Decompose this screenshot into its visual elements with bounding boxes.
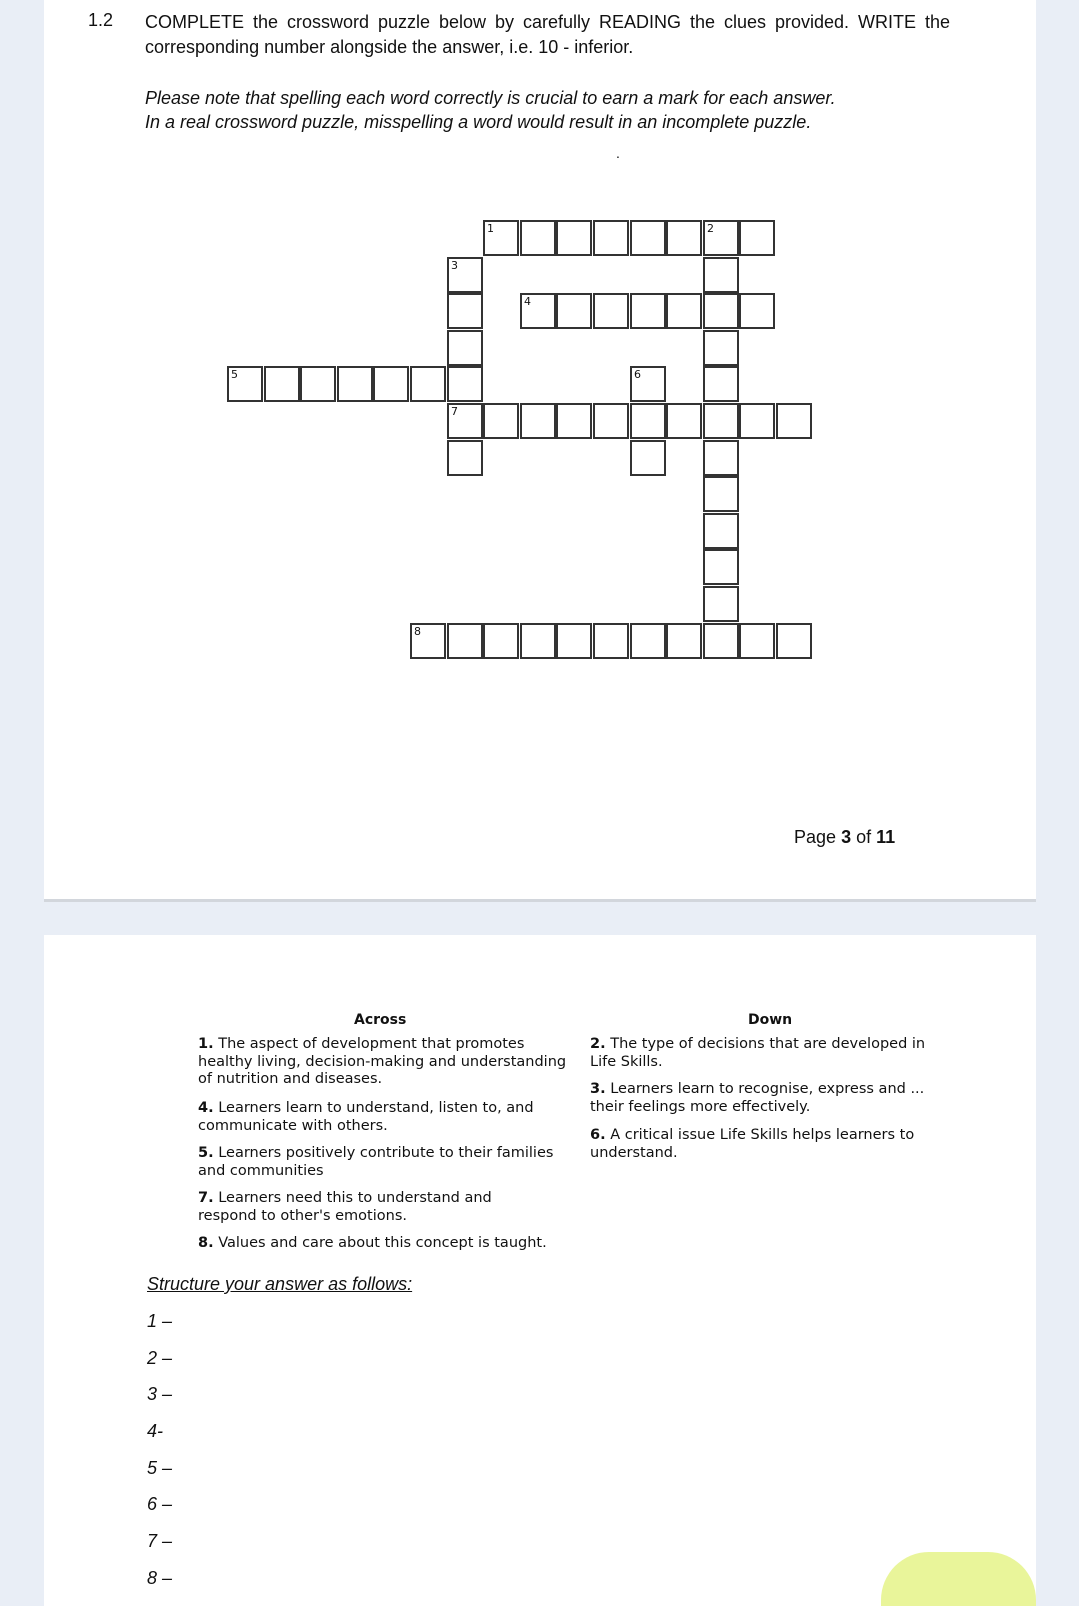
clue-across-7 [198, 1190, 528, 1225]
crossword-cell[interactable] [666, 220, 702, 256]
crossword-cell[interactable] [630, 403, 666, 439]
clue-across-8 [198, 1235, 568, 1253]
spelling-note-line-1: Please note that spelling each word correctly is crucial to earn a mark for each answer. [145, 88, 836, 108]
crossword-cell[interactable] [630, 366, 666, 402]
crossword-cell[interactable] [556, 220, 592, 256]
worksheet-page-3 [44, 0, 1036, 900]
crossword-cell[interactable] [630, 220, 666, 256]
crossword-cell[interactable] [556, 623, 592, 659]
crossword-cell[interactable] [593, 220, 629, 256]
crossword-cell[interactable] [447, 330, 483, 366]
crossword-cell[interactable] [483, 403, 519, 439]
cell-number: 7 [451, 405, 458, 418]
crossword-cell[interactable] [776, 403, 812, 439]
crossword-cell[interactable] [630, 293, 666, 329]
clue-text: Values and care about this concept is taught. [218, 1235, 547, 1251]
crossword-cell[interactable] [666, 403, 702, 439]
crossword-cell[interactable] [703, 330, 739, 366]
crossword-cell[interactable] [447, 440, 483, 476]
current-page: 3 [841, 827, 852, 847]
down-heading: Down [748, 1012, 793, 1028]
clue-text: Learners learn to recognise, express and ... their feelings more effectively. [590, 1081, 925, 1115]
crossword-cell[interactable] [703, 403, 739, 439]
answer-line-8: 8 – [147, 1568, 173, 1588]
answer-line-2: 2 – [147, 1348, 173, 1368]
answer-line-5: 5 – [147, 1458, 173, 1478]
crossword-cell[interactable] [520, 220, 556, 256]
page-word: Page [794, 827, 837, 847]
crossword-cell[interactable] [410, 366, 446, 402]
crossword-cell[interactable] [556, 403, 592, 439]
clue-down-3 [590, 1081, 950, 1116]
crossword-cell[interactable] [703, 440, 739, 476]
crossword-cell[interactable] [703, 586, 739, 622]
clue-across-5 [198, 1145, 568, 1180]
crossword-cell[interactable] [593, 293, 629, 329]
crossword-cell[interactable] [776, 623, 812, 659]
crossword-cell[interactable] [520, 293, 556, 329]
clue-number: 8. [198, 1235, 214, 1251]
crossword-cell[interactable] [447, 623, 483, 659]
crossword-cell[interactable] [373, 366, 409, 402]
spelling-note-line-2: In a real crossword puzzle, misspelling a word would result in an incomplete puzzle. [145, 112, 812, 132]
clue-number: 4. [198, 1100, 214, 1116]
crossword-cell[interactable] [447, 403, 483, 439]
clue-text: Learners positively contribute to their families and communities [198, 1145, 554, 1179]
crossword-cell[interactable] [593, 403, 629, 439]
across-heading: Across [354, 1012, 407, 1028]
crossword-cell[interactable] [520, 623, 556, 659]
cell-number: 4 [524, 295, 531, 308]
crossword-cell[interactable] [410, 623, 446, 659]
crossword-cell[interactable] [703, 476, 739, 512]
crossword-cell[interactable] [703, 623, 739, 659]
crossword-cell[interactable] [703, 549, 739, 585]
total-pages: 11 [876, 827, 896, 847]
clue-across-1 [198, 1036, 568, 1089]
cell-number: 2 [707, 222, 714, 235]
answer-line-3: 3 – [147, 1384, 173, 1404]
clue-down-2 [590, 1036, 950, 1071]
clue-text: Learners need this to understand and respond to other's emotions. [198, 1190, 492, 1224]
clue-text: Learners learn to understand, listen to, and communicate with others. [198, 1100, 534, 1134]
crossword-cell[interactable] [703, 366, 739, 402]
crossword-cell[interactable] [703, 513, 739, 549]
crossword-cell[interactable] [337, 366, 373, 402]
cell-number: 5 [231, 368, 238, 381]
clue-number: 3. [590, 1081, 606, 1097]
crossword-cell[interactable] [520, 403, 556, 439]
cell-number: 8 [414, 625, 421, 638]
cell-number: 6 [634, 368, 641, 381]
crossword-cell[interactable] [483, 623, 519, 659]
crossword-cell[interactable] [739, 403, 775, 439]
clue-number: 1. [198, 1036, 214, 1052]
crossword-cell[interactable] [739, 623, 775, 659]
crossword-cell[interactable] [593, 623, 629, 659]
crossword-cell[interactable] [703, 220, 739, 256]
clue-number: 5. [198, 1145, 214, 1161]
crossword-cell[interactable] [447, 293, 483, 329]
answer-line-4: 4- [147, 1421, 164, 1441]
page-footer [794, 827, 895, 848]
crossword-cell[interactable] [666, 623, 702, 659]
crossword-cell[interactable] [630, 623, 666, 659]
crossword-cell[interactable] [630, 440, 666, 476]
spelling-note [145, 86, 950, 134]
clue-down-6 [590, 1127, 950, 1162]
stray-dot: . [616, 145, 620, 161]
crossword-cell[interactable] [300, 366, 336, 402]
crossword-cell[interactable] [666, 293, 702, 329]
crossword-cell[interactable] [447, 257, 483, 293]
crossword-cell[interactable] [739, 220, 775, 256]
clue-number: 2. [590, 1036, 606, 1052]
clue-text: The aspect of development that promotes healthy living, decision-making and understanding of nutrition and diseases. [198, 1036, 567, 1087]
clue-number: 7. [198, 1190, 214, 1206]
crossword-cell[interactable] [703, 257, 739, 293]
of-word: of [856, 827, 872, 847]
crossword-cell[interactable] [739, 293, 775, 329]
clue-text: A critical issue Life Skills helps learners to understand. [590, 1127, 915, 1161]
crossword-cell[interactable] [556, 293, 592, 329]
question-instruction: COMPLETE the crossword puzzle below by carefully READING the clues provided. WRITE the corresponding number alongside the answer, i.e. 10 - inferior. [145, 12, 950, 57]
page-divider [44, 899, 1036, 902]
clue-number: 6. [590, 1127, 606, 1143]
crossword-cell[interactable] [447, 366, 483, 402]
cell-number: 3 [451, 259, 458, 272]
crossword-cell[interactable] [703, 293, 739, 329]
answer-line-7: 7 – [147, 1531, 173, 1551]
cell-number: 1 [487, 222, 494, 235]
answer-structure-heading: Structure your answer as follows: [147, 1274, 413, 1294]
crossword-cell[interactable] [483, 220, 519, 256]
answer-line-6: 6 – [147, 1494, 173, 1514]
question-number: 1.2 [88, 10, 114, 30]
clue-across-4 [198, 1100, 568, 1135]
clue-text: The type of decisions that are developed in Life Skills. [590, 1036, 926, 1070]
crossword-cell[interactable] [227, 366, 263, 402]
floating-action-blob[interactable] [881, 1552, 1036, 1606]
answer-line-1: 1 – [147, 1311, 173, 1331]
crossword-cell[interactable] [264, 366, 300, 402]
